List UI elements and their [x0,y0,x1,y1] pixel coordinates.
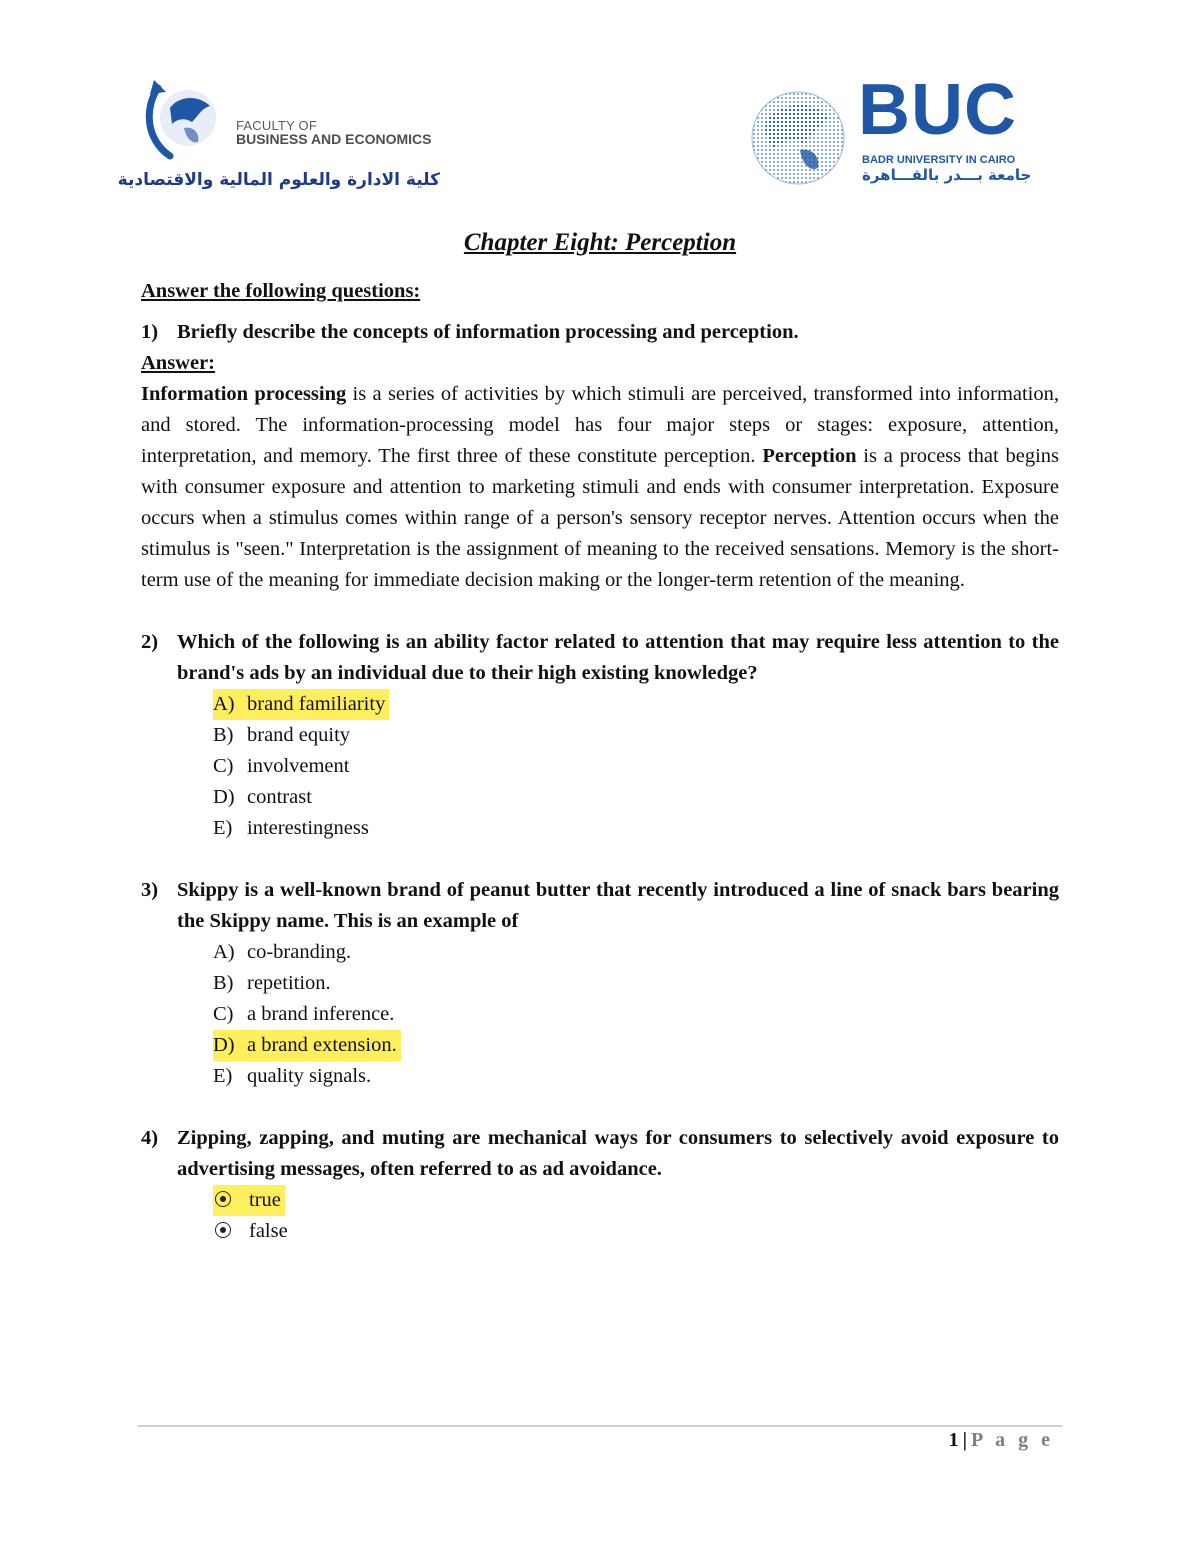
university-logo-arabic: جامعة بـــدر بالقـــاهرة [862,166,1032,184]
radio-icon [215,1191,231,1207]
option-highlight [213,689,389,720]
question-number: 2) [141,631,159,653]
question-text: Briefly describe the concepts of information processing and perception. [177,321,799,343]
answer-body: is a process that begins with consumer exposure and attention to marketing stimuli and ends with consumer interpretation. Exposure occurs when a stimulus comes within range of a person's sensory receptor nerves. Attention occurs when the stimulus is "seen." Interpretation is the assignment of meaning to the received sensations. Memory is the short-term use of the meaning for immediate decision making or the longer-term retention of the meaning. [141,445,1059,591]
university-logo-subtitle: BADR UNIVERSITY IN CAIRO [862,154,1016,166]
page-label: P a g e [971,1429,1054,1451]
question-number: 1) [141,321,159,343]
option-a [213,937,1059,968]
option-text: true [249,1189,281,1211]
answer-term: Information processing [141,383,347,405]
option-list [141,689,1059,844]
globe-arrow-icon [140,78,236,164]
option-text: a brand inference. [247,1003,395,1025]
faculty-logo-line1: FACULTY OF [236,118,317,133]
option-b [213,968,1059,999]
university-logo [748,70,1048,188]
question-number: 4) [141,1127,159,1149]
option-letter: E) [213,817,233,839]
option-letter: E) [213,1065,233,1087]
university-logo-title: BUC [858,70,1017,150]
question-4 [141,1123,1059,1185]
dotted-globe-icon [748,88,852,188]
option-letter: B) [213,972,234,994]
question-number: 3) [141,879,159,901]
instructions-heading: Answer the following questions: [141,280,421,302]
option-text: brand familiarity [247,693,386,715]
answer-body: is a series of activities by which stimuli are perceived, transformed into information, and stored. The information-processing model has four major steps or stages: exposure, attention, interpretation, and memory. The first three of these constitute perception. [141,383,1059,467]
option-letter: D) [213,786,235,808]
faculty-logo-arabic: كلية الادارة والعلوم المالية والاقتصادية [117,170,440,190]
option-letter: B) [213,724,234,746]
option-list [141,937,1059,1092]
document-body [141,276,1059,1247]
option-c [213,751,1059,782]
question-text: Zipping, zapping, and muting are mechanical ways for consumers to selectively avoid exposure to advertising messages, often referred to as ad avoidance. [177,1127,1059,1180]
option-highlight [213,1185,285,1216]
option-true [213,1185,1059,1216]
footer-divider [138,1425,1062,1427]
page-footer [949,1429,1054,1452]
footer-separator: | [962,1429,967,1451]
answer-term: Perception [762,445,857,467]
option-text: false [249,1220,288,1242]
option-false [213,1216,1059,1247]
question-3 [141,875,1059,937]
radio-icon [215,1222,231,1238]
option-text: interestingness [247,817,369,839]
option-text: contrast [247,786,312,808]
option-letter: A) [213,693,235,715]
option-text: brand equity [247,724,351,746]
question-2 [141,627,1059,689]
option-highlight [213,1030,401,1061]
question-text: Which of the following is an ability factor related to attention that may require less attention to the brand's ads by an individual due to their high existing knowledge? [177,631,1059,684]
page-number: 1 [948,1429,959,1451]
question-1 [141,317,1059,348]
option-letter: C) [213,755,234,777]
option-list [141,1185,1059,1247]
option-c [213,999,1059,1030]
option-d [213,1030,1059,1061]
option-text: co-branding. [247,941,352,963]
answer-label: Answer: [141,352,216,374]
question-text: Skippy is a well-known brand of peanut butter that recently introduced a line of snack bars bearing the Skippy name. This is an example of [177,879,1059,932]
option-text: quality signals. [247,1065,372,1087]
option-text: repetition. [247,972,331,994]
option-letter: D) [213,1034,235,1056]
option-e [213,1061,1059,1092]
option-letter: A) [213,941,235,963]
faculty-logo [117,78,460,198]
option-d [213,782,1059,813]
chapter-title: Chapter Eight: Perception [463,229,737,256]
faculty-logo-line2: BUSINESS AND ECONOMICS [236,131,432,147]
option-a [213,689,1059,720]
option-text: involvement [247,755,350,777]
option-text: a brand extension. [247,1034,397,1056]
option-e [213,813,1059,844]
answer-text [141,379,1059,596]
option-letter: C) [213,1003,234,1025]
option-b [213,720,1059,751]
